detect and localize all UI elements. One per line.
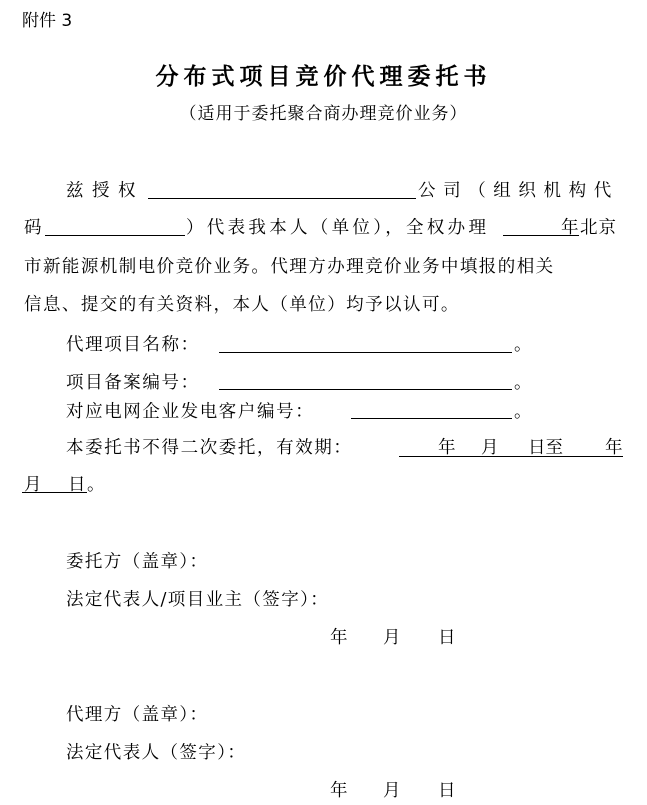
grid-customer-label: 对应电网企业发电客户编号： xyxy=(66,402,315,422)
document-title: 分布式项目竞价代理委托书 xyxy=(155,63,492,90)
code-prefix: 码 xyxy=(24,218,42,238)
company-suffix: 公司（组织机构代 xyxy=(418,181,619,201)
principal-seal-label: 委托方（盖章）： xyxy=(66,552,209,572)
validity-day2: 日 xyxy=(68,475,86,495)
representation-text: ）代表我本人（单位），全权办理 xyxy=(186,218,490,238)
validity-month1: 月 xyxy=(481,438,499,458)
validity-prefix: 本委托书不得二次委托，有效期： xyxy=(66,438,353,458)
agent-sign-label: 法定代表人（签字）： xyxy=(66,743,247,763)
agent-date-month: 月 xyxy=(383,781,401,801)
attachment-label: 附件 3 xyxy=(22,11,73,31)
grid-customer-end: 。 xyxy=(514,402,532,422)
principal-sign-label: 法定代表人/项目业主（签字）： xyxy=(66,590,330,610)
validity-day1-to: 日至 xyxy=(528,438,563,458)
principal-date-year: 年 xyxy=(330,628,348,648)
paragraph-line4: 信息、提交的有关资料，本人（单位）均予以认可。 xyxy=(24,295,460,315)
validity-year2: 年 xyxy=(605,438,623,458)
grid-customer-field[interactable] xyxy=(351,418,512,419)
authorize-prefix: 兹授权 xyxy=(66,181,144,201)
project-filing-end: 。 xyxy=(514,373,532,393)
principal-date-month: 月 xyxy=(383,628,401,648)
org-code-blank[interactable] xyxy=(45,235,185,236)
company-name-blank[interactable] xyxy=(148,198,416,199)
validity-month2: 月 xyxy=(24,475,42,495)
validity-year1: 年 xyxy=(438,438,456,458)
year-label: 年 xyxy=(561,218,579,238)
validity-end: 。 xyxy=(87,475,105,495)
document-subtitle: （适用于委托聚合商办理竞价业务） xyxy=(179,104,468,124)
principal-date-day: 日 xyxy=(438,628,456,648)
project-filing-label: 项目备案编号： xyxy=(66,373,200,393)
project-name-label: 代理项目名称： xyxy=(66,335,200,355)
paragraph-line3: 市新能源机制电价竞价业务。代理方办理竞价业务中填报的相关 xyxy=(24,257,555,277)
project-filing-field[interactable] xyxy=(219,389,512,390)
agent-seal-label: 代理方（盖章）： xyxy=(66,705,209,725)
project-name-end: 。 xyxy=(514,335,532,355)
agent-date-year: 年 xyxy=(330,781,348,801)
project-name-field[interactable] xyxy=(219,352,512,353)
validity-start-blank[interactable] xyxy=(399,456,623,457)
agent-date-day: 日 xyxy=(438,781,456,801)
beijing-text: 北京 xyxy=(580,218,617,238)
